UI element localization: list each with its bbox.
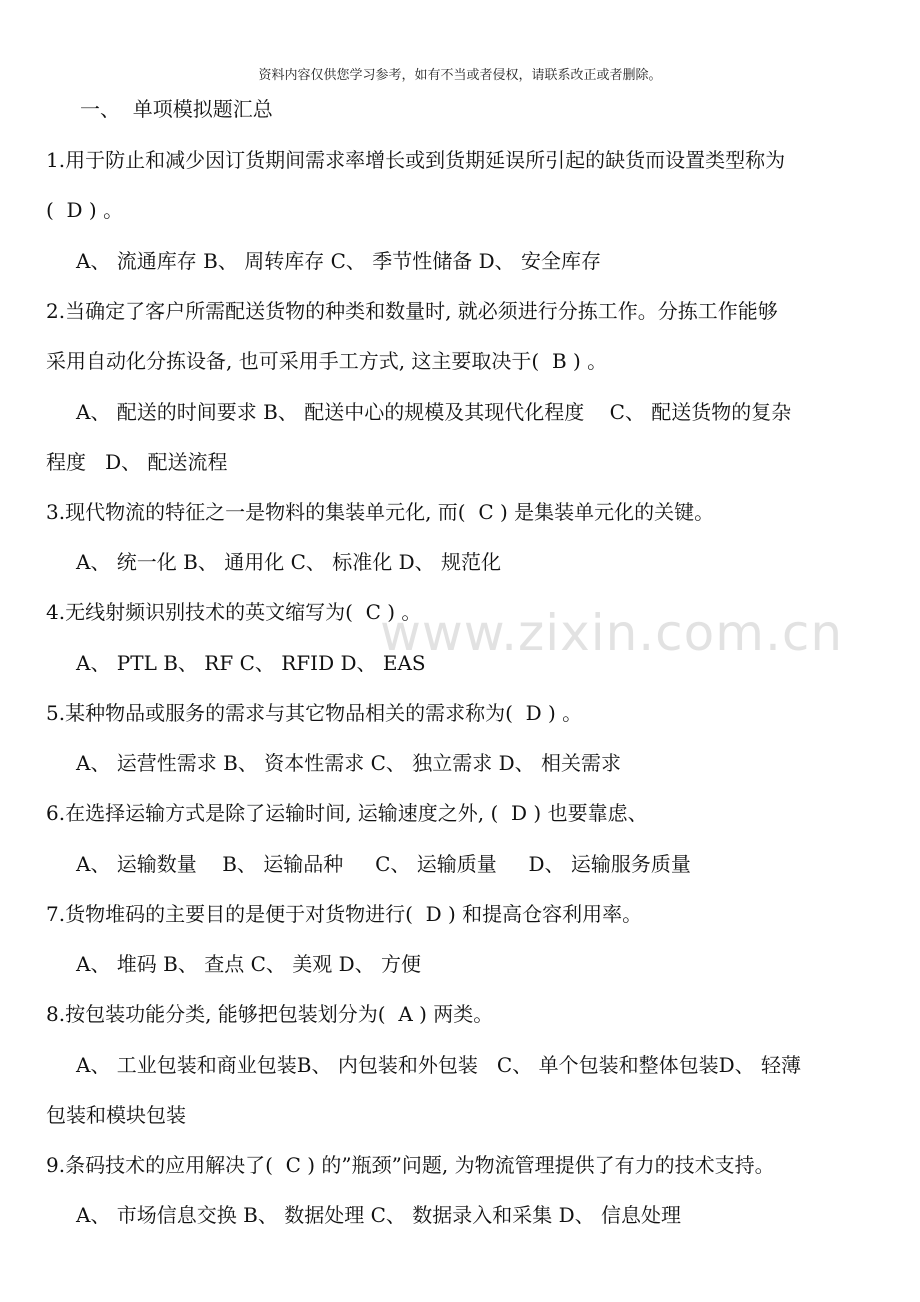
question-2-options: A、 配送的时间要求 B、 配送中心的规模及其现代化程度 C、 配送货物的复杂 — [76, 400, 792, 424]
question-6-stem: 6.在选择运输方式是除了运输时间, 运输速度之外, ( D ) 也要靠虑、 — [46, 801, 648, 825]
question-8-options: A、 工业包装和商业包装B、 内包装和外包装 C、 单个包装和整体包装D、 轻薄 — [76, 1053, 801, 1077]
question-4-options: A、 PTL B、 RF C、 RFID D、 EAS — [76, 651, 426, 675]
question-2-options-cont: 程度 D、 配送流程 — [46, 450, 228, 474]
section-title: 一、 单项模拟题汇总 — [80, 97, 273, 121]
question-8-stem: 8.按包装功能分类, 能够把包装划分为( A ) 两类。 — [46, 1002, 494, 1026]
watermark: www.zixin.com.cn — [380, 604, 844, 662]
question-5-stem: 5.某种物品或服务的需求与其它物品相关的需求称为( D ) 。 — [46, 701, 583, 725]
question-6-options: A、 运输数量 B、 运输品种 C、 运输质量 D、 运输服务质量 — [76, 852, 691, 876]
question-3-stem: 3.现代物流的特征之一是物料的集装单元化, 而( C ) 是集装单元化的关键。 — [46, 500, 715, 524]
question-4-stem: 4.无线射频识别技术的英文缩写为( C ) 。 — [46, 600, 422, 624]
question-1-stem: 1.用于防止和减少因订货期间需求率增长或到货期延误所引起的缺货而设置类型称为 — [46, 148, 786, 172]
question-7-options: A、 堆码 B、 查点 C、 美观 D、 方便 — [76, 952, 421, 976]
question-8-options-cont: 包装和模块包装 — [46, 1103, 186, 1127]
question-1-answer: ( D ) 。 — [46, 198, 124, 222]
question-2-stem: 2.当确定了客户所需配送货物的种类和数量时, 就必须进行分拣工作。分拣工作能够 — [46, 299, 778, 323]
question-7-stem: 7.货物堆码的主要目的是便于对货物进行( D ) 和提高仓容利用率。 — [46, 902, 643, 926]
header-notice: 资料内容仅供您学习参考，如有不当或者侵权，请联系改正或者删除。 — [258, 68, 662, 83]
question-1-options: A、 流通库存 B、 周转库存 C、 季节性储备 D、 安全库存 — [76, 249, 601, 273]
question-9-stem: 9.条码技术的应用解决了( C ) 的”瓶颈”问题, 为物流管理提供了有力的技术支持。 — [46, 1153, 775, 1177]
question-5-options: A、 运营性需求 B、 资本性需求 C、 独立需求 D、 相关需求 — [76, 751, 621, 775]
question-9-options: A、 市场信息交换 B、 数据处理 C、 数据录入和采集 D、 信息处理 — [76, 1203, 681, 1227]
question-2-stem-cont: 采用自动化分拣设备, 也可采用手工方式, 这主要取决于( B ) 。 — [46, 349, 608, 373]
question-3-options: A、 统一化 B、 通用化 C、 标准化 D、 规范化 — [76, 550, 501, 574]
